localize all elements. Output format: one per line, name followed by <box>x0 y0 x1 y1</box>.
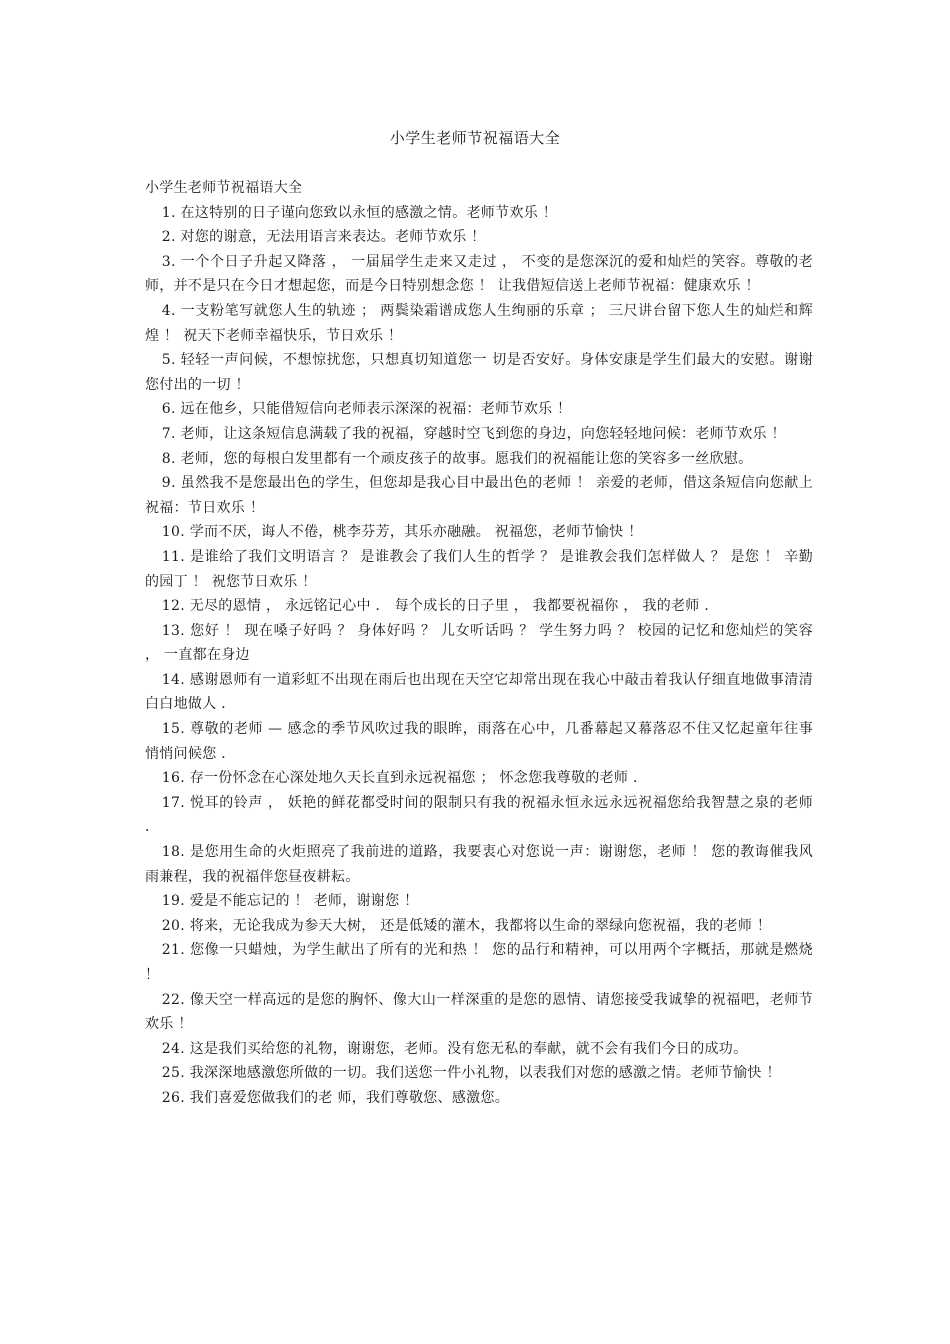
list-item: 11. 是谁给了我们文明语言 ？ 是谁教会了我们人生的哲学 ？ 是谁教会我们怎样做人 ？ 是您 ！ 辛勤的园丁 ！ 祝您节日欢乐 ！ <box>145 548 813 590</box>
list-item: 4. 一支粉笔写就您人生的轨迹 ； 两鬓染霜谱成您人生绚丽的乐章 ； 三尺讲台留下您人生的灿烂和辉煌 ！ 祝天下老师幸福快乐，节日欢乐 ！ <box>145 302 813 344</box>
list-item: 7. 老师，让这条短信息满载了我的祝福，穿越时空飞到您的身边，向您轻轻地问候：老师节欢乐 ！ <box>161 425 786 442</box>
list-item: 15. 尊敬的老师 — 感念的季节风吹过我的眼眸，雨落在心中，几番幕起又幕落忍不住又忆起童年往事悄悄问候您 ． <box>145 721 813 762</box>
list-item: 25. 我深深地感激您所做的一切。我们送您一件小礼物，以表我们对您的感激之情。老师节愉快 ！ <box>161 1065 781 1082</box>
list-item: 14. 感谢恩师有一道彩虹不出现在雨后也出现在天空它却常出现在我心中敲击着我认仔细直地做事清清白白地做人 ． <box>145 671 813 713</box>
document-subtitle: 小学生老师节祝福语大全 <box>145 180 303 196</box>
document-body <box>145 176 813 1111</box>
list-item: 8. 老师，您的每根白发里都有一个顽皮孩子的故事。愿我们的祝福能让您的笑容多一丝欣慰。 <box>161 450 753 467</box>
list-item: 6. 远在他乡，只能借短信向老师表示深深的祝福：老师节欢乐 ！ <box>161 401 572 418</box>
list-item: 22. 像天空一样高远的是您的胸怀、像大山一样深重的是您的恩情、请您接受我诚挚的祝福吧，老师节欢乐 ！ <box>145 991 813 1033</box>
list-item: 16. 存一份怀念在心深处地久天长直到永远祝福您 ； 怀念您我尊敬的老师 ． <box>161 770 648 787</box>
list-item: 26. 我们喜爱您做我们的老 师，我们尊敬您、感激您。 <box>161 1089 510 1106</box>
list-item: 21. 您像一只蜡烛，为学生献出了所有的光和热 ！ 您的品行和精神，可以用两个字概括，那就是燃烧 ！ <box>145 942 813 983</box>
list-item: 17. 悦耳的铃声 ， 妖艳的鲜花都受时间的限制只有我的祝福永恒永远永远祝福您给我智慧之泉的老师 ． <box>145 794 813 836</box>
list-item: 5. 轻轻一声问候，不想惊扰您，只想真切知道您一 切是否安好。身体安康是学生们最大的安慰。谢谢您付出的一切 ！ <box>145 352 813 393</box>
list-item: 24. 这是我们买给您的礼物，谢谢您，老师。没有您无私的奉献，就不会有我们今日的成功。 <box>161 1040 748 1057</box>
list-item: 2. 对您的谢意，无法用语言来表达。老师节欢乐 ！ <box>161 229 486 246</box>
list-item: 20. 将来，无论我成为参天大树， 还是低矮的灌木，我都将以生命的翠绿向您祝福，我的老师 ！ <box>161 917 772 934</box>
list-item: 12. 无尽的恩情 ， 永远铭记心中 ． 每个成长的日子里 ， 我都要祝福你 ， 我的老师 ． <box>161 598 719 615</box>
blessing-list <box>145 201 813 1111</box>
list-item: 18. 是您用生命的火炬照亮了我前进的道路，我要衷心对您说一声：谢谢您，老师 ！ 您的教诲催我风雨兼程，我的祝福伴您昼夜耕耘。 <box>145 844 813 885</box>
list-item: 1. 在这特别的日子谨向您致以永恒的感激之情。老师节欢乐 ！ <box>161 204 558 221</box>
list-item: 13. 您好 ！ 现在嗓子好吗 ？ 身体好吗 ？ 儿女听话吗 ？ 学生努力吗 ？ 校园的记忆和您灿烂的笑容 ， 一直都在身边 <box>145 622 813 664</box>
list-item: 10. 学而不厌，诲人不倦，桃李芬芳，其乐亦融融。 祝福您，老师节愉快 ！ <box>161 524 643 541</box>
list-item: 3. 一个个日子升起又降落 ， 一届届学生走来又走过 ， 不变的是您深沉的爱和灿烂的笑容。尊敬的老师，并不是只在今日才想起您，而是今日特别想念您 ！ 让我借短信送上老师节祝福：健康欢乐 ！ <box>145 253 813 295</box>
list-item: 19. 爱是不能忘记的 ！ 老师，谢谢您 ！ <box>161 893 419 910</box>
page-title: 小学生老师节祝福语大全 <box>389 129 561 147</box>
list-item: 9. 虽然我不是您最出色的学生，但您却是我心目中最出色的老师 ！ 亲爱的老师，借这条短信向您献上祝福：节日欢乐 ！ <box>145 475 813 516</box>
